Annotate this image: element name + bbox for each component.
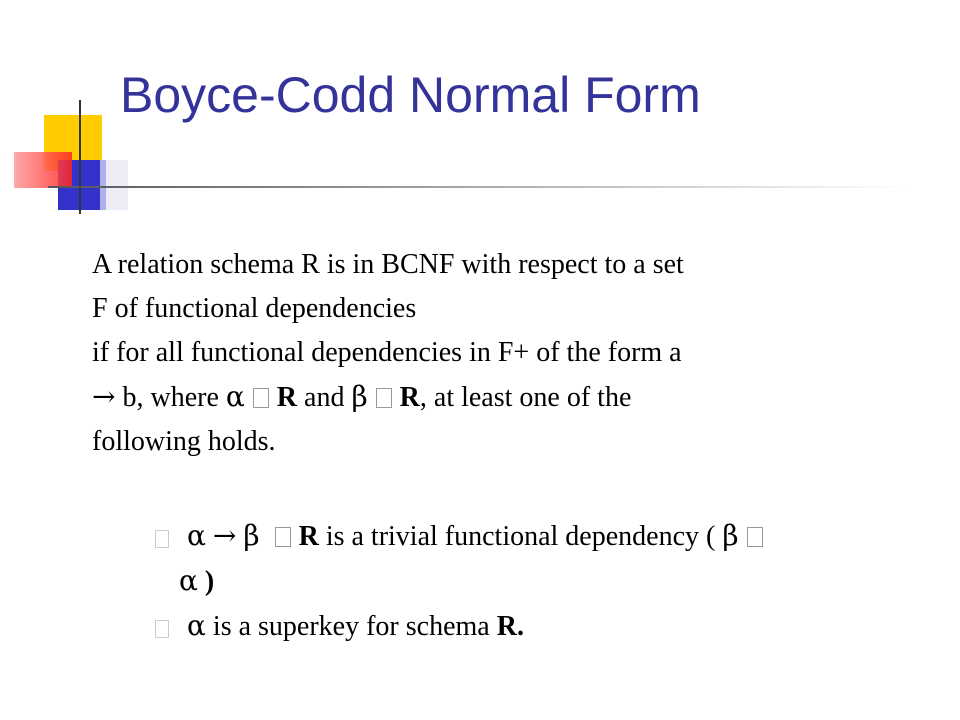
bullet-1-text: is a trivial functional dependency ( [318, 521, 723, 552]
paragraph-line-1: A relation schema R is in BCNF with respect to a set [92, 249, 684, 280]
line4-prefix: b, where [122, 382, 219, 413]
paragraph-line-2: F of functional dependencies [92, 293, 417, 324]
bullet-icon [155, 530, 169, 548]
close-paren: ) [204, 566, 215, 597]
subset-symbol [376, 388, 392, 408]
and-text: and [304, 382, 345, 413]
beta-symbol: β [243, 519, 260, 552]
alpha-symbol: α [187, 609, 206, 642]
alpha-symbol: α [187, 519, 206, 552]
r-symbol-1: R [276, 382, 298, 413]
alpha-symbol: α [225, 380, 245, 413]
subset-symbol [275, 527, 291, 547]
arrow-symbol: → [92, 380, 116, 413]
schema-r: R. [496, 611, 524, 642]
list-item [155, 604, 875, 649]
conditions-list [155, 514, 875, 649]
slide-title: Boyce-Codd Normal Form [120, 67, 701, 123]
red-square-icon [14, 152, 72, 188]
list-item [155, 514, 875, 559]
r-symbol-2: R [399, 382, 420, 413]
bullet-icon [155, 620, 169, 638]
list-item-continuation [155, 559, 875, 604]
paragraph-line-3: if for all functional dependencies in F+ of the form a [92, 337, 682, 368]
beta-symbol: β [351, 380, 368, 413]
bullet-2-text: is a superkey for schema [205, 611, 497, 642]
horizontal-rule [48, 186, 908, 188]
line4-suffix: , at least one of the [419, 382, 632, 413]
r-symbol: R [298, 521, 319, 552]
subset-symbol [253, 388, 269, 408]
paragraph-line-4 [92, 375, 892, 420]
beta-symbol: β [722, 519, 739, 552]
white-fade-block [100, 160, 128, 210]
paragraph-line-5: following holds. [92, 426, 276, 457]
alpha-symbol: α [179, 564, 198, 597]
arrow-symbol: → [212, 519, 237, 552]
definition-paragraph [92, 243, 892, 464]
subset-symbol [747, 527, 763, 547]
